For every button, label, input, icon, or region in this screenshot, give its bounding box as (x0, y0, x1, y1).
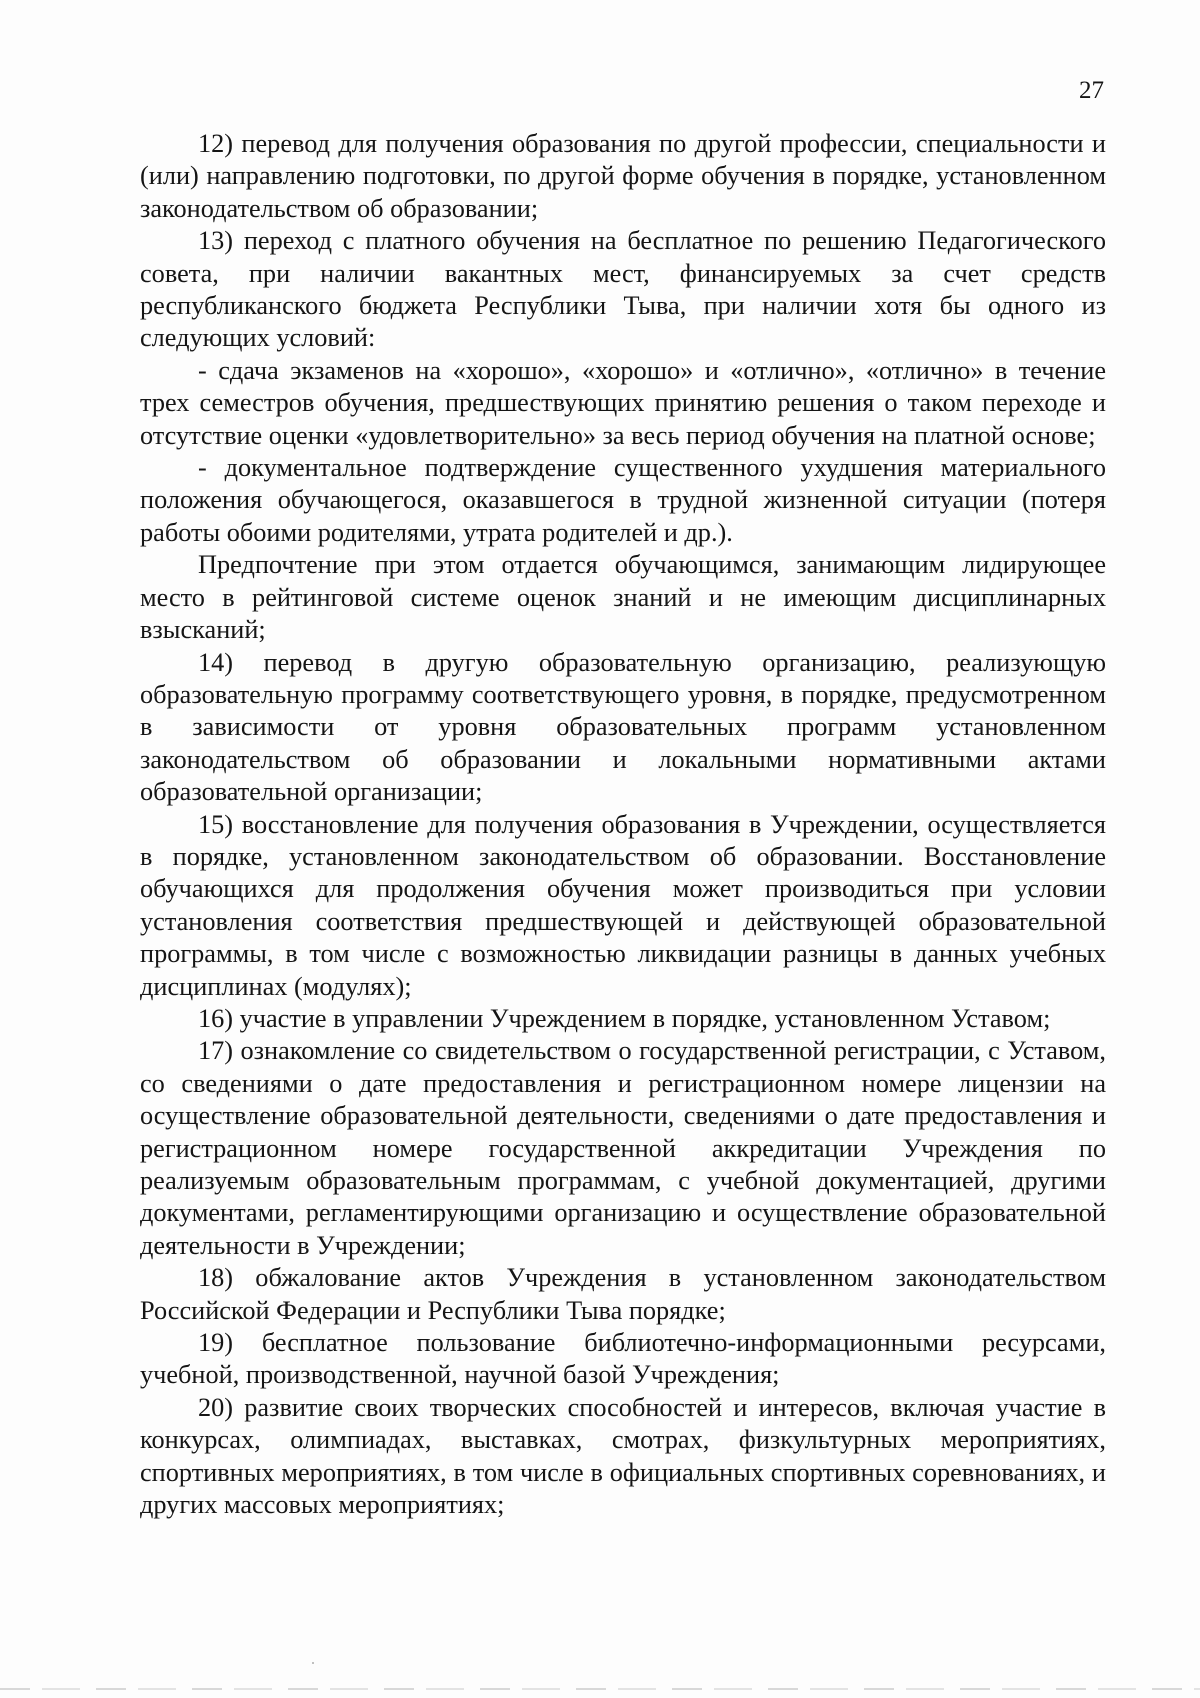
paragraph-item-18: 18) обжалование актов Учреждения в установленном законодательством Российской Федерации и Республики Тыва порядке; (140, 1263, 1106, 1325)
paragraph-preference: Предпочтение при этом отдается обучающимся, занимающим лидирующее место в рейтинговой системе оценок знаний и не имеющим дисциплинарных взысканий; (140, 550, 1106, 645)
paragraph-condition-financial: - документальное подтверждение существенного ухудшения материального положения обучающегося, оказавшегося в трудной жизненной ситуации (потеря работы обоими родителями, утрата родителей и др.). (140, 453, 1106, 547)
scan-edge-artifact (0, 1688, 1200, 1690)
document-body (140, 128, 1106, 1521)
page-number: 27 (1079, 77, 1104, 104)
paragraph-condition-exams: - сдача экзаменов на «хорошо», «хорошо» и «отлично», «отлично» в течение трех семестров обучения, предшествующих принятию решения о таком переходе и отсутствие оценки «удовлетворительно» за весь период обучения на платной основе; (140, 355, 1106, 450)
paragraph-item-16: 16) участие в управлении Учреждением в порядке, установленном Уставом; (198, 1003, 1051, 1033)
paragraph-item-17: 17) ознакомление со свидетельством о государственной регистрации, с Уставом, со сведениями о дате предоставления и регистрационном номере лицензии на осуществление образовательной деятельности, сведениями о дате предоставления и регистрационном номере государственной аккредитации Учреждения по реализуемым образовательным программам, с учебной документацией, другими документами, регламентирующими организацию и осуществление образовательной деятельности в Учреждении; (140, 1036, 1106, 1260)
paragraph-item-14: 14) перевод в другую образовательную организацию, реализующую образовательную программу соответствующего уровня, в порядке, предусмотренном в зависимости от уровня образовательных программ установленном законодательством об образовании и локальными нормативными актами образовательной организации; (140, 647, 1106, 807)
paragraph-item-20: 20) развитие своих творческих способностей и интересов, включая участие в конкурсах, олимпиадах, выставках, смотрах, физкультурных мероприятиях, спортивных мероприятиях, в том числе в официальных спортивных соревнованиях, и других массовых мероприятиях; (140, 1392, 1106, 1520)
paragraph-item-12: 12) перевод для получения образования по другой профессии, специальности и (или) направлению подготовки, по другой форме обучения в порядке, установленном законодательством об образовании; (140, 129, 1106, 223)
scan-artifact-dot (312, 1662, 314, 1664)
paragraph-item-19: 19) бесплатное пользование библиотечно-информационными ресурсами, учебной, производственной, научной базой Учреждения; (140, 1328, 1106, 1390)
paragraph-item-15: 15) восстановление для получения образования в Учреждении, осуществляется в порядке, установленном законодательством об образовании. Восстановление обучающихся для продолжения обучения может производиться при условии установления соответствия предшествующей и действующей образовательной программы, в том числе с возможностью ликвидации разницы в данных учебных дисциплинах (модулях); (140, 809, 1106, 1001)
paragraph-item-13: 13) переход с платного обучения на бесплатное по решению Педагогического совета, при наличии вакантных мест, финансируемых за счет средств республиканского бюджета Республики Тыва, при наличии хотя бы одного из следующих условий: (140, 226, 1106, 353)
